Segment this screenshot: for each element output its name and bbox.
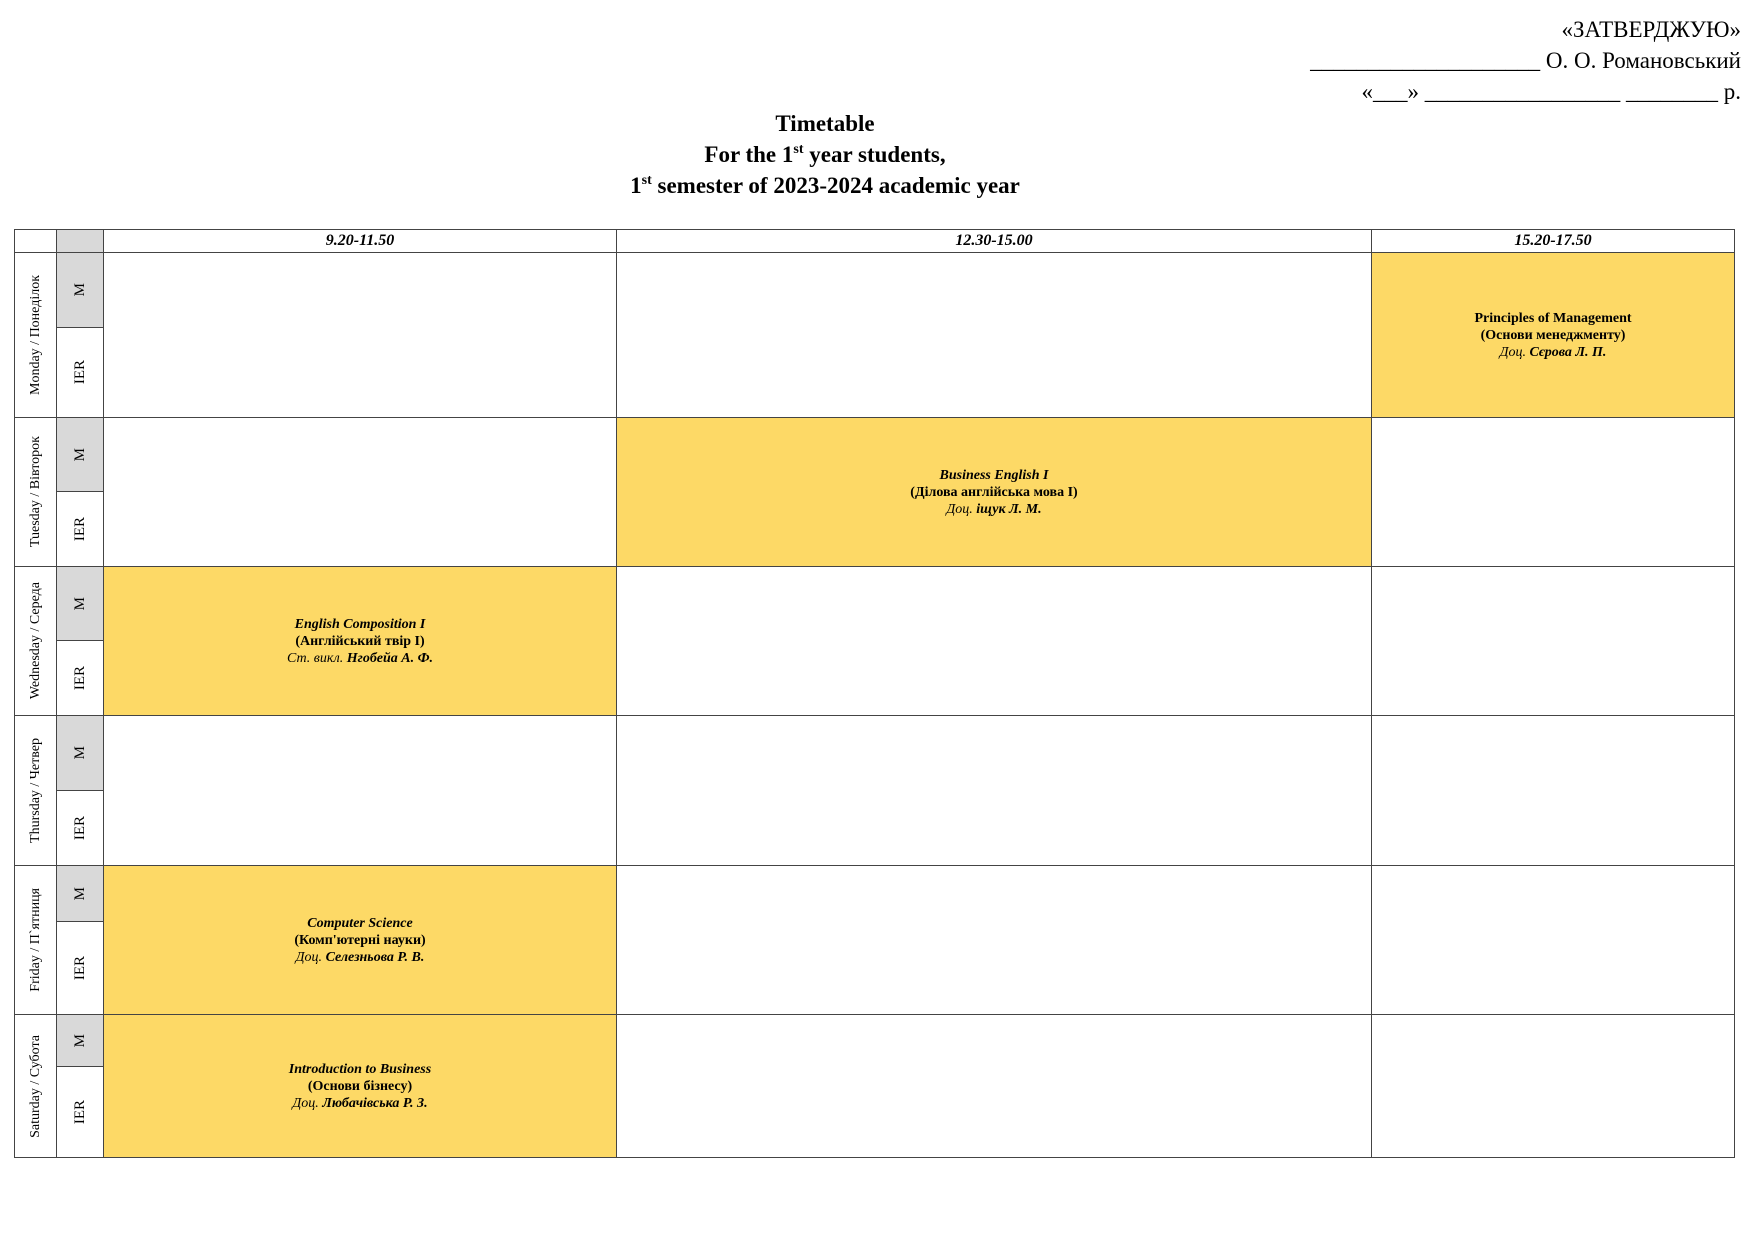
day-label: Tuesday / Вівторок [27, 436, 43, 548]
group-ier-label: IER [71, 360, 88, 385]
group-ier-cell [56, 1066, 104, 1158]
course-cell [103, 566, 617, 716]
group-m-label: M [71, 447, 88, 462]
course-cell [103, 1014, 617, 1158]
document-title [0, 108, 1650, 201]
course-name-ua: (Комп'ютерні науки) [294, 932, 426, 948]
course-cell [616, 417, 1372, 567]
day-label: Wednesday / Середа [27, 582, 43, 700]
empty-slot [616, 865, 1372, 1015]
group-ier-label: IER [71, 516, 88, 542]
lecturer-title: Доц. [946, 501, 973, 517]
lecturer-title: Доц. [1499, 344, 1527, 360]
title-line-2-pre: For the 1 [704, 142, 794, 167]
group-m-cell [56, 417, 104, 492]
signature-line: ____________________ О. О. Романовський [1310, 48, 1741, 73]
corner-cell-group [56, 229, 104, 253]
approval-block [1310, 14, 1741, 107]
group-m-label: M [71, 1033, 88, 1048]
group-ier-cell [56, 327, 104, 418]
group-m-cell [56, 1014, 104, 1067]
group-m-cell [56, 252, 104, 328]
empty-slot [1371, 417, 1735, 567]
course-name-ua: (Англійський твір І) [295, 633, 425, 649]
course-name-en: Introduction to Business [288, 1061, 432, 1077]
title-line-1: Timetable [775, 111, 875, 136]
group-m-label: M [71, 283, 88, 297]
group-m-cell [56, 566, 104, 641]
empty-slot [1371, 1014, 1735, 1158]
title-line-3 [0, 170, 1650, 201]
group-ier-label: IER [71, 955, 88, 981]
course-name-ua: (Ділова англійська мова І) [910, 484, 1078, 500]
empty-slot [616, 566, 1372, 716]
empty-slot [103, 252, 617, 418]
empty-slot [616, 1014, 1372, 1158]
empty-slot [103, 715, 617, 866]
group-m-cell [56, 865, 104, 922]
day-label-cell [14, 1014, 57, 1158]
course-name-ua: (Основи бізнесу) [307, 1078, 413, 1094]
empty-slot [616, 715, 1372, 866]
lecturer [1474, 344, 1631, 361]
lecturer [289, 1095, 431, 1112]
title-line-3-sup: st [641, 173, 652, 188]
day-label-cell [14, 566, 57, 716]
day-label: Saturday / Субота [27, 1034, 43, 1138]
course-info [1474, 310, 1631, 361]
lecturer-title: Доц. [292, 1095, 319, 1111]
empty-slot [1371, 865, 1735, 1015]
lecturer-name: іщук Л. М. [976, 501, 1042, 517]
group-ier-cell [56, 921, 104, 1015]
group-m-label: M [71, 596, 88, 611]
day-label-cell [14, 865, 57, 1015]
time-slot-header: 9.20-11.50 [103, 229, 617, 253]
day-label-cell [14, 252, 57, 418]
lecturer-name: Любачівська Р. З. [322, 1095, 428, 1111]
title-line-2-sup: st [793, 142, 804, 157]
group-ier-cell [56, 790, 104, 866]
group-m-label: M [71, 746, 88, 760]
group-m-label: M [71, 886, 88, 901]
course-cell [1371, 252, 1735, 418]
course-name-ua: (Основи менеджменту) [1480, 327, 1626, 343]
lecturer-title: Доц. [295, 949, 323, 965]
timetable-grid [14, 229, 1739, 1161]
course-info [289, 1061, 431, 1112]
course-name-en: Principles of Management [1474, 310, 1632, 326]
corner-cell [14, 229, 57, 253]
group-ier-cell [56, 640, 104, 716]
day-label: Friday / П`ятниця [27, 888, 43, 992]
course-cell [103, 865, 617, 1015]
time-slot-header: 15.20-17.50 [1371, 229, 1735, 253]
course-info [294, 915, 425, 966]
day-label-cell [14, 417, 57, 567]
title-line-3-post: semester of 2023-2024 academic year [651, 173, 1020, 198]
lecturer [294, 949, 425, 966]
course-name-en: English Composition I [294, 616, 426, 632]
course-info [910, 467, 1077, 518]
empty-slot [616, 252, 1372, 418]
group-ier-label: IER [71, 665, 88, 691]
empty-slot [1371, 715, 1735, 866]
approve-word: «ЗАТВЕРДЖУЮ» [1561, 17, 1741, 42]
group-ier-label: IER [71, 815, 88, 841]
empty-slot [103, 417, 617, 567]
lecturer [287, 650, 433, 667]
course-name-en: Business English I [939, 467, 1049, 483]
empty-slot [1371, 566, 1735, 716]
time-slot-header: 12.30-15.00 [616, 229, 1372, 253]
day-label: Thursday / Четвер [27, 738, 43, 843]
date-line: «___» _________________ ________ р. [1361, 79, 1741, 104]
lecturer-name: Нгобейа А. Ф. [346, 650, 434, 666]
title-line-2 [0, 139, 1650, 170]
group-ier-cell [56, 491, 104, 567]
lecturer-name: Селезньова Р. В. [325, 949, 425, 965]
title-line-3-pre: 1 [630, 173, 642, 198]
lecturer [910, 501, 1077, 518]
day-label-cell [14, 715, 57, 866]
group-ier-label: IER [71, 1099, 88, 1125]
lecturer-title: Ст. викл. [286, 650, 344, 666]
course-name-en: Computer Science [307, 915, 413, 931]
title-line-2-post: year students, [803, 142, 946, 167]
lecturer-name: Сєрова Л. П. [1529, 344, 1607, 360]
day-label: Monday / Понеділок [27, 275, 43, 395]
group-m-cell [56, 715, 104, 791]
course-info [287, 616, 433, 667]
